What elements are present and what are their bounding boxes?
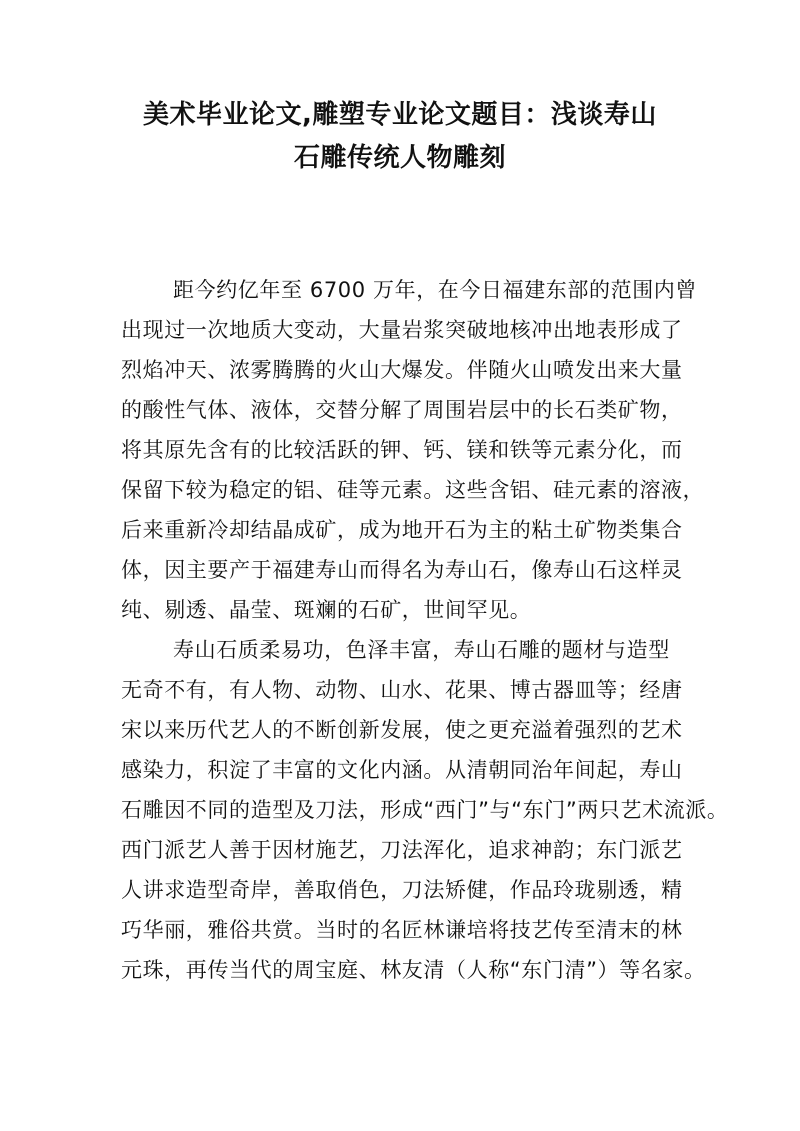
body-text	[121, 270, 729, 990]
text-line: 体，因主要产于福建寿山而得名为寿山石，像寿山石这样灵	[121, 558, 683, 582]
text-line: 保留下较为稳定的铝、硅等元素。这些含铝、硅元素的溶液，	[121, 478, 705, 502]
text-line: 的酸性气体、液体，交替分解了周围岩层中的长石类矿物，	[121, 398, 683, 422]
text-line: 人讲求造型奇岸，善取俏色，刀法矫健，作品玲珑剔透，精	[121, 878, 683, 902]
text-line: 感染力，积淀了丰富的文化内涵。从清朝同治年间起，寿山	[121, 758, 683, 782]
text-line: 烈焰冲天、浓雾腾腾的火山大爆发。伴随火山喷发出来大量	[121, 358, 683, 382]
text-line: 西门派艺人善于因材施艺，刀法浑化，追求神韵；东门派艺	[121, 838, 683, 862]
paragraph-1	[121, 270, 705, 630]
title-line: 美术毕业论文,雕塑专业论文题目：浅谈寿山	[143, 100, 657, 130]
text-line: 无奇不有，有人物、动物、山水、花果、博古器皿等；经唐	[121, 678, 683, 702]
text-line: 出现过一次地质大变动，大量岩浆突破地核冲出地表形成了	[121, 318, 683, 342]
document-title	[110, 94, 690, 180]
paragraph-2	[121, 630, 729, 990]
text-line: 纯、剔透、晶莹、斑斓的石矿，世间罕见。	[121, 598, 532, 622]
text-line: 将其原先含有的比较活跃的钾、钙、镁和铁等元素分化，而	[121, 438, 683, 462]
text-line: 宋以来历代艺人的不断创新发展，使之更充溢着强烈的艺术	[121, 718, 683, 742]
text-line: 元珠，再传当代的周宝庭、林友清（人称“东门清”）等名家。	[121, 958, 706, 982]
text-line: 后来重新冷却结晶成矿，成为地开石为主的粘土矿物类集合	[121, 518, 683, 542]
text-line: 巧华丽，雅俗共赏。当时的名匠林谦培将技艺传至清末的林	[121, 918, 683, 942]
text-line: 距今约亿年至 6700 万年，在今日福建东部的范围内曾	[173, 278, 697, 302]
title-line: 石雕传统人物雕刻	[293, 143, 506, 173]
text-line: 石雕因不同的造型及刀法，形成“西门”与“东门”两只艺术流派。	[121, 798, 729, 822]
text-line: 寿山石质柔易功，色泽丰富，寿山石雕的题材与造型	[173, 638, 670, 662]
